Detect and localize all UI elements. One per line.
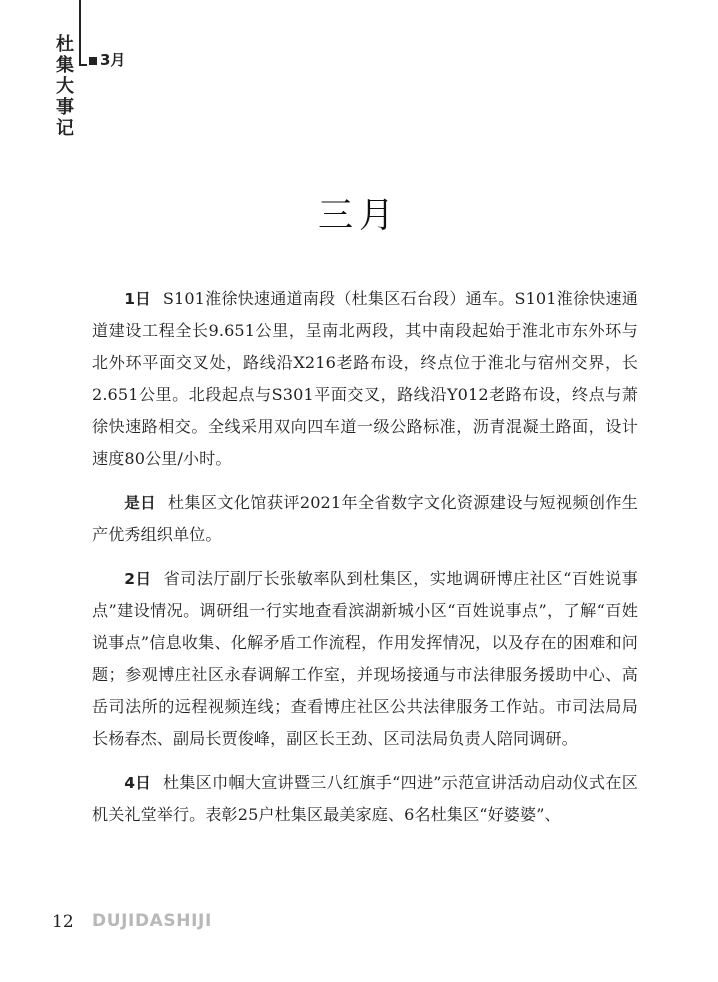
entry-text: 省司法厅副厅长张敏率队到杜集区，实地调研博庄社区“百姓说事点”建设情况。调研组一行实地查看滨湖新城小区“百姓说事点”，了解“百姓说事点”信息收集、化解矛盾工作流程，作用发挥情况，以及存在的困难和问题；参观博庄社区永春调解工作室，并现场接通与市法律服务援助中心、高岳司法所的远程视频连线；查看博庄社区公共法律服务工作站。市司法局局长杨春杰、副局长贾俊峰，副区长王劲、区司法局负责人陪同调研。 xyxy=(92,569,638,748)
header-rule-foot xyxy=(79,64,87,66)
header-vertical-rule xyxy=(79,0,81,66)
body-text xyxy=(92,283,638,843)
entry-paragraph xyxy=(92,767,638,831)
running-footer-title: DUJIDASHIJI xyxy=(92,911,212,931)
entry-text: 杜集区巾帼大宣讲暨三八红旗手“四进”示范宣讲活动启动仪式在区机关礼堂举行。表彰25户杜集区最美家庭、6名杜集区“好婆婆”、 xyxy=(92,773,638,824)
entry-paragraph xyxy=(92,563,638,755)
square-bullet-icon xyxy=(89,57,97,65)
running-header-month: 3月 xyxy=(100,51,126,69)
entry-date: 是日 xyxy=(124,494,156,512)
entry-text: S101淮徐快速通道南段（杜集区石台段）通车。S101淮徐快速通道建设工程全长9.651公里，呈南北两段，其中南段起始于淮北市东外环与北外环平面交叉处，路线沿X216老路布设，终点位于淮北与宿州交界，长2.651公里。北段起点与S301平面交叉，路线沿Y012老路布设，终点与萧徐快速路相交。全线采用双向四车道一级公路标准，沥青混凝土路面，设计速度80公里/小时。 xyxy=(92,289,638,468)
entry-date: 1日 xyxy=(124,290,151,308)
entry-date: 2日 xyxy=(124,570,152,588)
entry-date: 4日 xyxy=(124,774,152,792)
entry-text: 杜集区文化馆获评2021年全省数字文化资源建设与短视频创作生产优秀组织单位。 xyxy=(92,493,638,544)
entry-paragraph xyxy=(92,487,638,551)
chapter-title: 三月 xyxy=(317,196,400,236)
page-number: 12 xyxy=(52,912,74,932)
entry-paragraph xyxy=(92,283,638,475)
book-title-vertical: 杜集大事记 xyxy=(56,34,74,139)
